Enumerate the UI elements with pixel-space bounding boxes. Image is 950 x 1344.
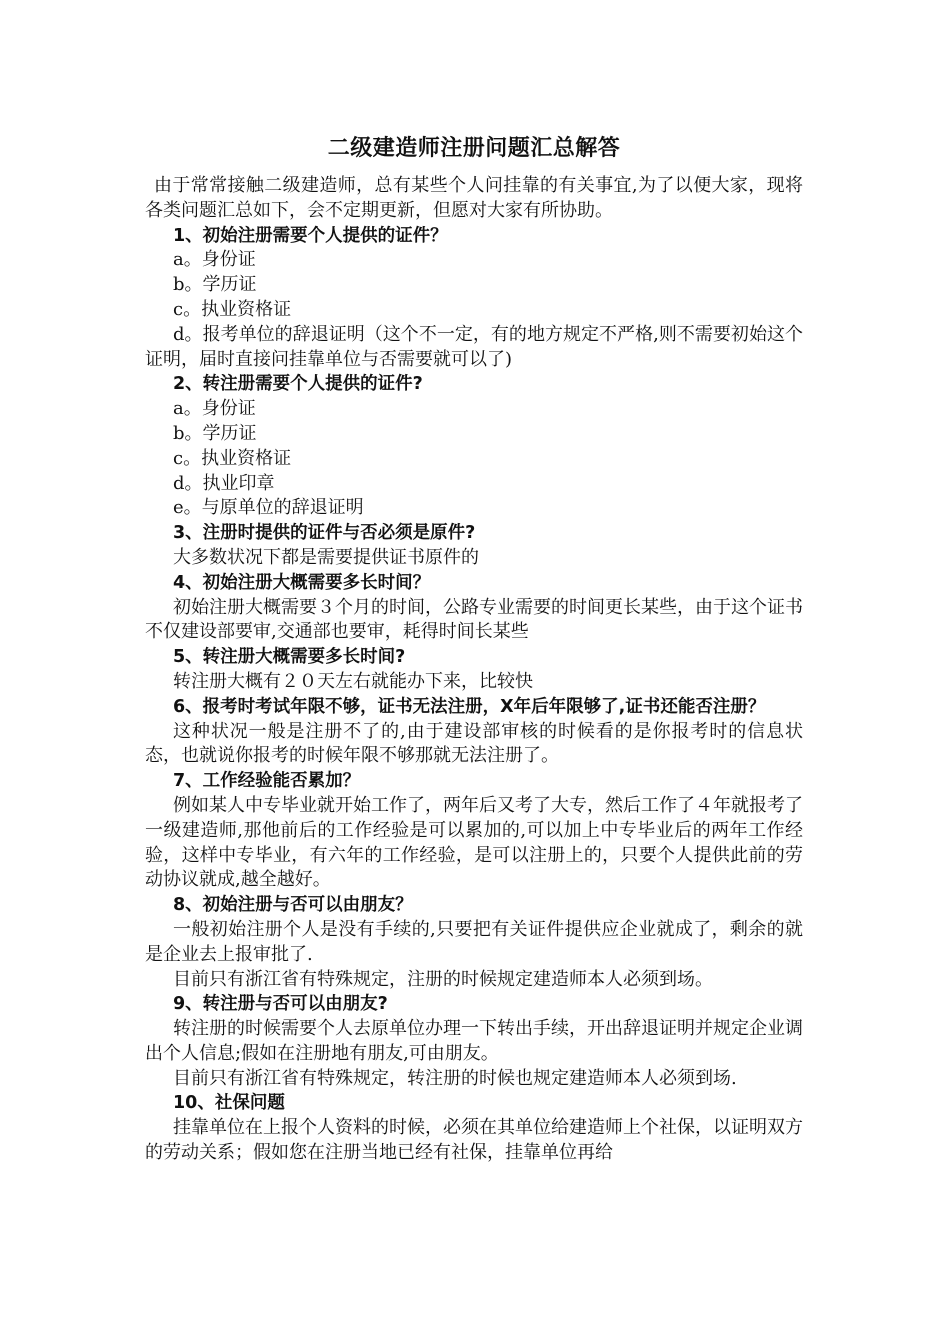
document-title: 二级建造师注册问题汇总解答 [327, 136, 621, 161]
question-3: 3、注册时提供的证件与否必须是原件? [173, 523, 476, 544]
answer-paragraph: 目前只有浙江省有特殊规定，转注册的时候也规定建造师本人必须到场. [173, 1067, 737, 1089]
answer-paragraph: 初始注册大概需要３个月的时间，公路专业需要的时间更长某些，由于这个证书不仅建设部要审,交通部也要审，耗得时间长某些 [145, 596, 803, 643]
question-5: 5、转注册大概需要多长时间? [173, 647, 406, 668]
list-item: e。与原单位的辞退证明 [173, 497, 364, 519]
question-4: 4、初始注册大概需要多长时间？ [173, 572, 431, 593]
answer-paragraph: 例如某人中专毕业就开始工作了，两年后又考了大专，然后工作了４年就报考了一级建造师,那他前后的工作经验是可以累加的,可以加上中专毕业后的两年工作经验，这样中专毕业，有六年的工作经验，是可以注册上的，只要个人提供此前的劳动协议就成,越全越好。 [145, 794, 803, 891]
list-item: c。执业资格证 [173, 298, 292, 320]
answer-paragraph: 大多数状况下都是需要提供证书原件的 [173, 546, 479, 568]
list-item: c。执业资格证 [173, 447, 292, 469]
answer-paragraph: 转注册大概有２０天左右就能办下来，比较快 [173, 670, 533, 692]
intro-paragraph: 由于常常接触二级建造师，总有某些个人问挂靠的有关事宜,为了以便大家，现将各类问题汇总如下，会不定期更新，但愿对大家有所协助。 [145, 175, 803, 221]
question-6: 6、报考时考试年限不够，证书无法注册，X年后年限够了,证书还能否注册？ [173, 696, 766, 717]
question-10: 10、社保问题 [173, 1093, 285, 1114]
list-item: d。报考单位的辞退证明（这个不一定，有的地方规定不严格,则不需要初始这个证明，届时直接问挂靠单位与否需要就可以了) [145, 323, 803, 370]
question-9: 9、转注册与否可以由朋友? [173, 994, 388, 1015]
list-item: b。学历证 [173, 422, 257, 444]
question-7: 7、工作经验能否累加？ [173, 771, 361, 792]
question-8: 8、初始注册与否可以由朋友？ [173, 895, 413, 916]
answer-paragraph: 挂靠单位在上报个人资料的时候，必须在其单位给建造师上个社保，以证明双方的劳动关系；假如您在注册当地已经有社保，挂靠单位再给 [145, 1117, 803, 1164]
list-item: d。执业印章 [173, 472, 275, 494]
answer-paragraph: 转注册的时候需要个人去原单位办理一下转出手续，开出辞退证明并规定企业调出个人信息;假如在注册地有朋友,可由朋友。 [145, 1018, 803, 1064]
answer-paragraph: 这种状况一般是注册不了的,由于建设部审核的时候看的是你报考时的信息状态，也就说你报考的时候年限不够那就无法注册了。 [145, 720, 803, 767]
document-body [145, 132, 803, 1166]
list-item: a。身份证 [173, 398, 256, 420]
answer-paragraph: 目前只有浙江省有特殊规定，注册的时候规定建造师本人必须到场。 [173, 968, 713, 990]
list-item: b。学历证 [173, 274, 257, 296]
question-2: 2、转注册需要个人提供的证件? [173, 374, 423, 395]
answer-paragraph: 一般初始注册个人是没有手续的,只要把有关证件提供应企业就成了，剩余的就是企业去上报审批了. [145, 918, 803, 965]
question-1: 1、初始注册需要个人提供的证件？ [173, 225, 448, 246]
list-item: a。身份证 [173, 249, 256, 271]
